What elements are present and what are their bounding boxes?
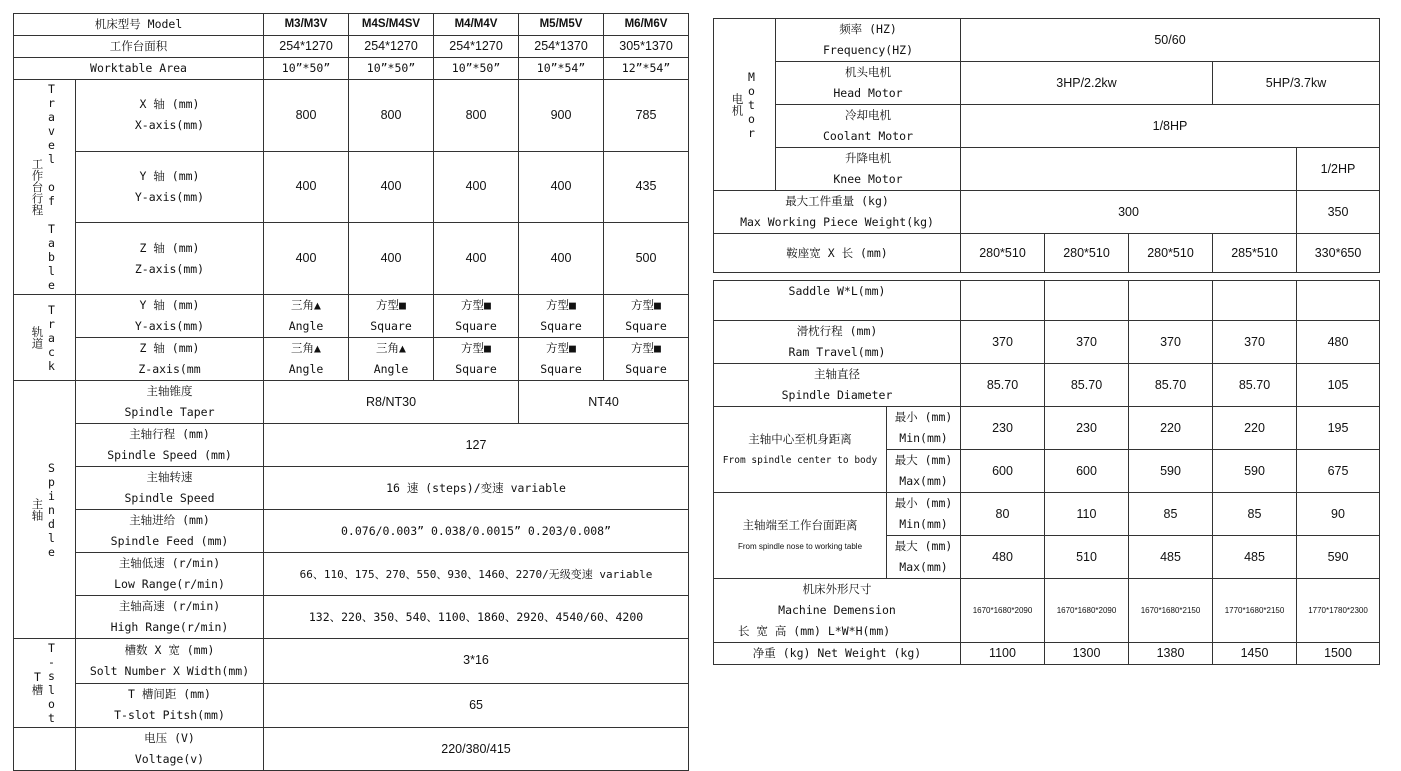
net-weight-row [714, 643, 1380, 665]
cell: 370 [961, 321, 1045, 364]
cell: 435 [604, 151, 689, 223]
weight-row [714, 191, 1380, 234]
cell: 254*1270 [434, 36, 519, 58]
voltage-row [14, 728, 689, 771]
track-y-row [14, 295, 689, 338]
dimension-row [714, 579, 1380, 643]
sub-label: 最小 (mm) Min(mm) [887, 407, 961, 450]
cell: 85 [1129, 493, 1213, 536]
cell: 254*1270 [349, 36, 434, 58]
cell: 方型■ Square [604, 295, 689, 338]
spindle-high-row [14, 596, 689, 639]
cell: 400 [519, 151, 604, 223]
cell: 1/8HP [961, 105, 1380, 148]
cell: 510 [1045, 536, 1129, 579]
cell: 三角▲ Angle [349, 338, 434, 381]
row-label: 工作台面积 [14, 36, 264, 58]
cell: 220/380/415 [264, 728, 689, 771]
cell: 85.70 [1045, 364, 1129, 407]
tslot-number-row [14, 639, 689, 684]
category-cn: 电机 [730, 93, 745, 116]
row-label: 主轴低速 (r/min) Low Range(r/min) [76, 553, 264, 596]
category-empty [14, 728, 76, 771]
cell: 110 [1045, 493, 1129, 536]
row-label: 主轴高速 (r/min) High Range(r/min) [76, 596, 264, 639]
row-label: 频率 (HZ) Frequency(HZ) [776, 19, 961, 62]
category-en: Spindle [44, 460, 59, 559]
cell: 方型■ Square [349, 295, 434, 338]
row-label: X 轴 (mm) X-axis(mm) [76, 80, 264, 152]
row-label: 主轴锥度 Spindle Taper [76, 381, 264, 424]
row-label: Z 轴 (mm) Z-axis(mm [76, 338, 264, 381]
row-label: 主轴转速 Spindle Speed [76, 467, 264, 510]
cell: 195 [1297, 407, 1380, 450]
cell: 600 [961, 450, 1045, 493]
cell: 590 [1297, 536, 1380, 579]
sub-label: 最小 (mm) Min(mm) [887, 493, 961, 536]
cell: 400 [434, 223, 519, 295]
cell [1213, 281, 1297, 321]
saddle-en-row [714, 281, 1380, 321]
cell: 1670*1680*2090 [961, 579, 1045, 643]
row-label: Y 轴 (mm) Y-axis(mm) [76, 295, 264, 338]
worktable-row [14, 36, 689, 58]
cell: 300 [961, 191, 1297, 234]
header-row [14, 14, 689, 36]
row-label: 升降电机 Knee Motor [776, 148, 961, 191]
row-label: Saddle W*L(mm) [714, 281, 961, 321]
cell: 85.70 [1213, 364, 1297, 407]
model-header: M4S/M4SV [349, 14, 434, 36]
category-spindle [14, 381, 76, 639]
category-tslot [14, 639, 76, 728]
model-header: M4/M4V [434, 14, 519, 36]
category-cn: 工作台行程 [30, 158, 45, 216]
spec-table-right-top [713, 18, 1380, 273]
travel-x-row [14, 80, 689, 152]
row-label: Z 轴 (mm) Z-axis(mm) [76, 223, 264, 295]
cell: 590 [1213, 450, 1297, 493]
spindle-travel-row [14, 424, 689, 467]
cell: 400 [434, 151, 519, 223]
cell: 90 [1297, 493, 1380, 536]
cell: 5HP/3.7kw [1213, 62, 1380, 105]
category-en: Motor [744, 69, 759, 140]
cell: 400 [264, 223, 349, 295]
row-label: 鞍座宽 X 长 (mm) [714, 234, 961, 273]
cell: 800 [264, 80, 349, 152]
cell: 66、110、175、270、550、930、1460、2270/无级变速 variable [264, 553, 689, 596]
cell: 10”*50” [349, 58, 434, 80]
coolant-motor-row [714, 105, 1380, 148]
cell: 1300 [1045, 643, 1129, 665]
cell: 480 [961, 536, 1045, 579]
row-label: 净重 (kg) Net Weight (kg) [714, 643, 961, 665]
category-cn: 主轴 [30, 498, 45, 521]
row-label: 机头电机 Head Motor [776, 62, 961, 105]
cell: 590 [1129, 450, 1213, 493]
cell: 230 [961, 407, 1045, 450]
cell: 85 [1213, 493, 1297, 536]
cell: 800 [349, 80, 434, 152]
cell: 80 [961, 493, 1045, 536]
cell: 330*650 [1297, 234, 1380, 273]
row-label: Y 轴 (mm) Y-axis(mm) [76, 151, 264, 223]
cell: 127 [264, 424, 689, 467]
cell: 1450 [1213, 643, 1297, 665]
tslot-pitch-row [14, 683, 689, 728]
cell: 230 [1045, 407, 1129, 450]
cell [961, 281, 1045, 321]
category-en: Travel of Table [44, 82, 59, 292]
cell [1297, 281, 1380, 321]
row-label: 主轴端至工作台面距离 From spindle nose to working table [714, 493, 887, 579]
row-label: Worktable Area [14, 58, 264, 80]
row-label: 槽数 X 宽 (mm) Solt Number X Width(mm) [76, 639, 264, 684]
cell: 800 [434, 80, 519, 152]
diameter-row [714, 364, 1380, 407]
cell: 132、220、350、540、1100、1860、2920、4540/60、4200 [264, 596, 689, 639]
cell: NT40 [519, 381, 689, 424]
frequency-row [714, 19, 1380, 62]
spec-table-left [13, 13, 689, 771]
spindle-speed-row [14, 467, 689, 510]
cell: 10”*54” [519, 58, 604, 80]
cell: 方型■ Square [604, 338, 689, 381]
row-label: 冷却电机 Coolant Motor [776, 105, 961, 148]
cell: 254*1370 [519, 36, 604, 58]
cell: 方型■ Square [519, 295, 604, 338]
saddle-cn-row [714, 234, 1380, 273]
row-label: 最大工件重量 (kg) Max Working Piece Weight(kg) [714, 191, 961, 234]
model-header: M6/M6V [604, 14, 689, 36]
spindle-taper-row [14, 381, 689, 424]
cell [1045, 281, 1129, 321]
cell: 三角▲ Angle [264, 295, 349, 338]
cell: 280*510 [1129, 234, 1213, 273]
cell: 400 [264, 151, 349, 223]
cell: 1/2HP [1297, 148, 1380, 191]
cell [961, 148, 1297, 191]
category-en: T-slot [44, 641, 59, 725]
cell: 370 [1129, 321, 1213, 364]
cell: 280*510 [1045, 234, 1129, 273]
cell: 方型■ Square [434, 338, 519, 381]
cell: 16 速 (steps)/变速 variable [264, 467, 689, 510]
cell: 1670*1680*2150 [1129, 579, 1213, 643]
cell: 3*16 [264, 639, 689, 684]
cell: R8/NT30 [264, 381, 519, 424]
cell: 10”*50” [434, 58, 519, 80]
row-label: T 槽间距 (mm) T-slot Pitsh(mm) [76, 683, 264, 728]
model-header: M3/M3V [264, 14, 349, 36]
track-z-row [14, 338, 689, 381]
ram-travel-row [714, 321, 1380, 364]
category-motor [714, 19, 776, 191]
cell: 1670*1680*2090 [1045, 579, 1129, 643]
model-label: 机床型号 Model [14, 14, 264, 36]
nose-table-min-row [714, 493, 1380, 536]
cell: 65 [264, 683, 689, 728]
cell: 400 [519, 223, 604, 295]
cell: 50/60 [961, 19, 1380, 62]
cell: 1100 [961, 643, 1045, 665]
cell: 400 [349, 223, 434, 295]
cell: 400 [349, 151, 434, 223]
row-label: 主轴进给 (mm) Spindle Feed (mm) [76, 510, 264, 553]
travel-z-row [14, 223, 689, 295]
cell: 220 [1213, 407, 1297, 450]
cell: 485 [1213, 536, 1297, 579]
cell [1129, 281, 1213, 321]
row-label: 电压 (V) Voltage(v) [76, 728, 264, 771]
cell: 370 [1213, 321, 1297, 364]
cell: 1380 [1129, 643, 1213, 665]
cell: 220 [1129, 407, 1213, 450]
cell: 500 [604, 223, 689, 295]
model-header: M5/M5V [519, 14, 604, 36]
category-travel [14, 80, 76, 295]
head-motor-row [714, 62, 1380, 105]
row-label: 主轴行程 (mm) Spindle Speed (mm) [76, 424, 264, 467]
cell: 485 [1129, 536, 1213, 579]
row-label: 滑枕行程 (mm) Ram Travel(mm) [714, 321, 961, 364]
cell: 3HP/2.2kw [961, 62, 1213, 105]
cell: 方型■ Square [519, 338, 604, 381]
category-cn: 轨道 [30, 326, 45, 349]
cell: 1500 [1297, 643, 1380, 665]
category-track [14, 295, 76, 381]
row-label: 机床外形尺寸 Machine Demension 长 宽 高 (mm) L*W*H(mm) [714, 579, 961, 643]
cell: 254*1270 [264, 36, 349, 58]
row-label: 主轴直径 Spindle Diameter [714, 364, 961, 407]
category-cn: T槽 [30, 670, 45, 696]
cell: 105 [1297, 364, 1380, 407]
knee-motor-row [714, 148, 1380, 191]
spindle-feed-row [14, 510, 689, 553]
spindle-low-row [14, 553, 689, 596]
cell: 350 [1297, 191, 1380, 234]
row-label: 主轴中心至机身距离 From spindle center to body [714, 407, 887, 493]
cell: 12”*54” [604, 58, 689, 80]
sub-label: 最大 (mm) Max(mm) [887, 536, 961, 579]
cell: 370 [1045, 321, 1129, 364]
cell: 600 [1045, 450, 1129, 493]
cell: 0.076/0.003” 0.038/0.0015” 0.203/0.008” [264, 510, 689, 553]
cell: 900 [519, 80, 604, 152]
cell: 10”*50” [264, 58, 349, 80]
cell: 85.70 [961, 364, 1045, 407]
travel-y-row [14, 151, 689, 223]
center-body-min-row [714, 407, 1380, 450]
cell: 305*1370 [604, 36, 689, 58]
cell: 85.70 [1129, 364, 1213, 407]
cell: 方型■ Square [434, 295, 519, 338]
cell: 675 [1297, 450, 1380, 493]
cell: 785 [604, 80, 689, 152]
worktable-row [14, 58, 689, 80]
cell: 1770*1680*2150 [1213, 579, 1297, 643]
cell: 三角▲ Angle [264, 338, 349, 381]
category-en: Track [44, 302, 59, 373]
sub-label: 最大 (mm) Max(mm) [887, 450, 961, 493]
cell: 1770*1780*2300 [1297, 579, 1380, 643]
cell: 480 [1297, 321, 1380, 364]
cell: 285*510 [1213, 234, 1297, 273]
cell: 280*510 [961, 234, 1045, 273]
spec-table-right-bottom [713, 280, 1380, 665]
